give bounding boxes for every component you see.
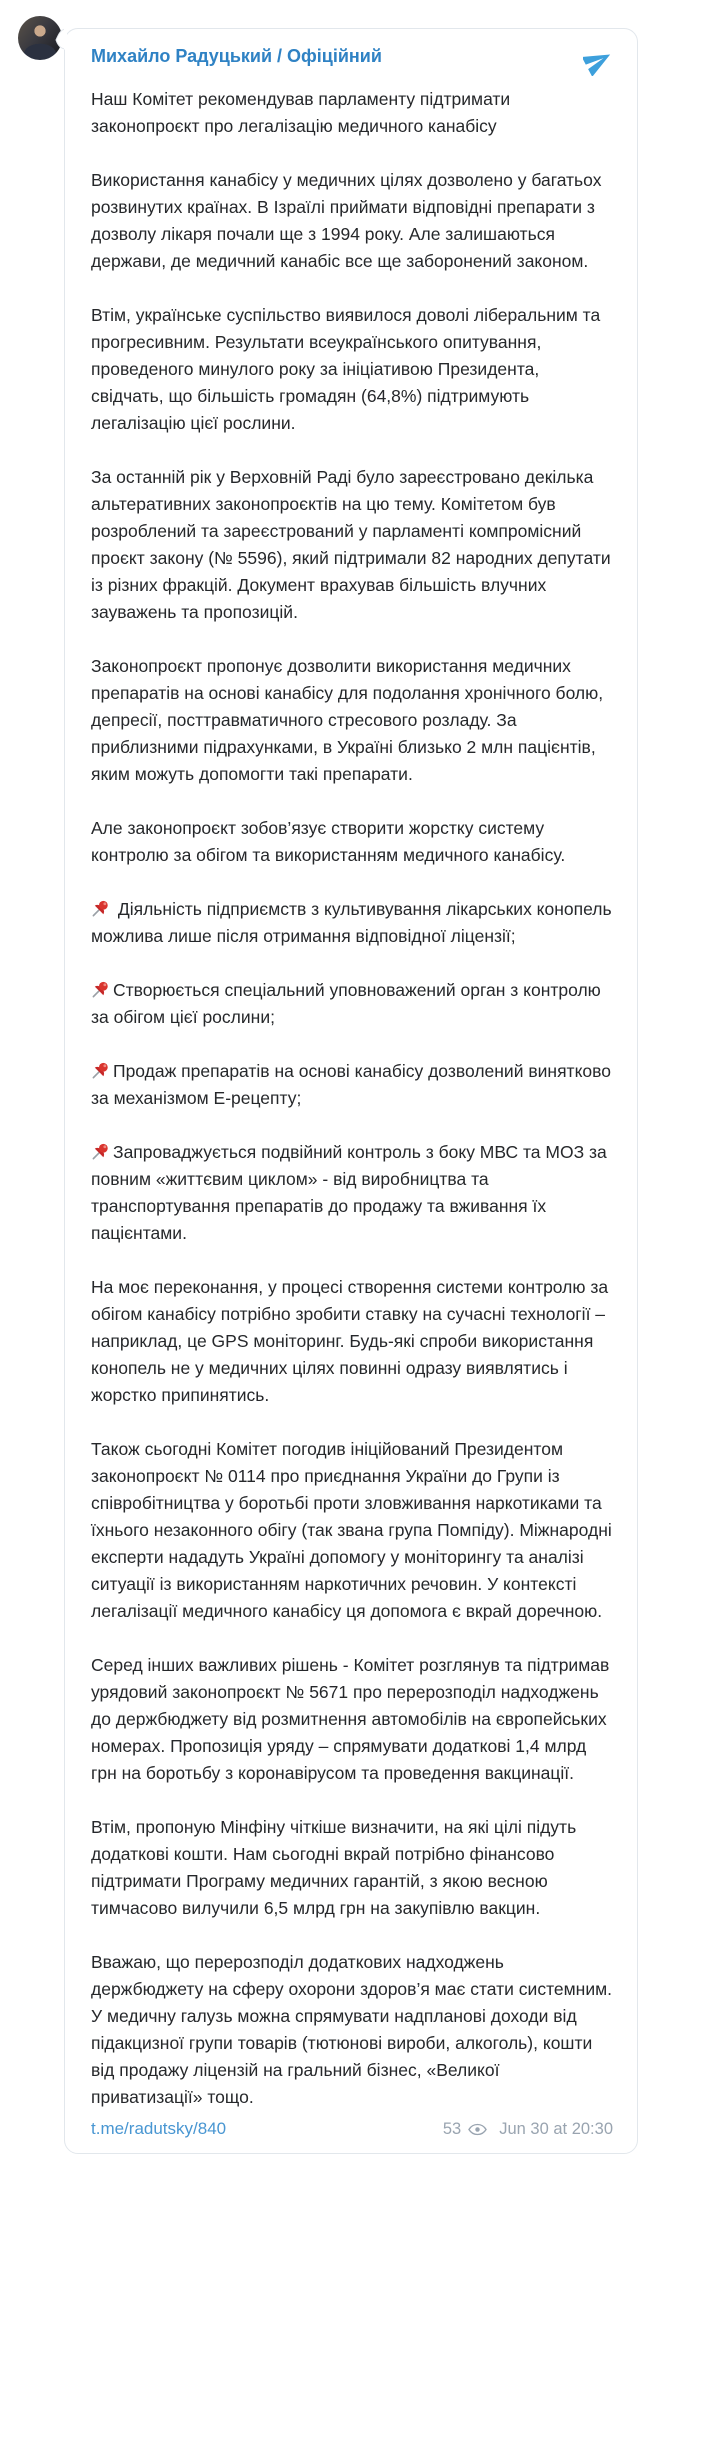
- pushpin-icon: [91, 1061, 110, 1080]
- message-paragraph: За останній рік у Верховній Раді було зареєстровано декілька альтеративних законопроєктів на цю тему. Комітетом був розроблений та зареєстрований у парламенті компромісний проєкт закону (№ 5596), який підтримали 82 народних депутати із різних фракцій. Документ врахував більшість влучних зауважень та пропозицій.: [91, 467, 611, 622]
- post-link[interactable]: t.me/radutsky/840: [91, 2119, 227, 2138]
- message-bubble: [64, 28, 638, 2154]
- message-paragraph: Створюється спеціальний уповноважений орган з контролю за обігом цієї рослини;: [91, 980, 601, 1027]
- message-paragraph: Втім, українське суспільство виявилося доволі ліберальним та прогресивним. Результати всеукраїнського опитування, проведеного минулого року за ініціативою Президента, свідчать, що більшість громадян (64,8%) підтримують легалізацію цієї рослини.: [91, 305, 601, 433]
- message-paragraph: Діяльність підприємств з культивування лікарських конопель можлива лише після отримання відповідної ліцензії;: [91, 899, 612, 946]
- pushpin-icon: [91, 980, 110, 999]
- telegram-plane-icon[interactable]: [583, 46, 613, 76]
- eye-icon: [468, 2123, 487, 2136]
- message-paragraph: Втім, пропоную Мінфіну чіткіше визначити, на які цілі підуть додаткові кошти. Нам сьогодні вкрай потрібно фінансово підтримати Програму медичних гарантій, з якою весною тимчасово вилучили 6,5 млрд грн на закупівлю вакцин.: [91, 1817, 577, 1918]
- message-paragraph: Також сьогодні Комітет погодив ініційований Президентом законопроєкт № 0114 про приєднання України до Групи із співробітництва у боротьбі проти зловживання наркотиками та їхнього незаконного обігу (так звана група Помпіду). Міжнародні експерти нададуть Україні допомогу у моніторингу та аналізі ситуації із використанням наркотичних речовин. У контексті легалізації медичного канабісу ця допомога є вкрай доречною.: [91, 1439, 612, 1621]
- bubble-tail: [55, 28, 67, 50]
- message-paragraph: Серед інших важливих рішень - Комітет розглянув та підтримав урядовий законопроєкт № 5671 про перерозподіл надходжень до держбюджету від розмитнення автомобілів на європейських номерах. Пропозиція уряду – спрямувати додаткові 1,4 млрд грн на боротьбу з коронавірусом та проведення вакцинації.: [91, 1655, 610, 1783]
- message-paragraph: Наш Комітет рекомендував парламенту підтримати законопроєкт про легалізацію медичного канабісу: [91, 89, 511, 136]
- views-count: 53: [442, 2119, 462, 2138]
- message-paragraph: На моє переконання, у процесі створення системи контролю за обігом канабісу потрібно зробити ставку на сучасні технології – наприклад, це GPS моніторинг. Будь-які спроби використання конопель не у медичних цілях повинні одразу виявлятись і жорстко припинятись.: [91, 1277, 609, 1405]
- pushpin-icon: [91, 1142, 110, 1161]
- message-paragraph: Використання канабісу у медичних цілях дозволено у багатьох розвинутих країнах. В Ізраїлі приймати відповідні препарати з дозволу лікаря почали ще з 1994 року. Але залишаються держави, де медичний канабіс все ще заборонений законом.: [91, 170, 602, 271]
- message-paragraph: Законопроєкт пропонує дозволити використання медичних препаратів на основі канабісу для подолання хронічного болю, депресії, посттравматичного стресового розладу. За приблизними підрахунками, в Україні близько 2 млн пацієнтів, яким можуть допомогти такі препарати.: [91, 656, 604, 784]
- message-body: [91, 86, 613, 2111]
- author-name[interactable]: Михайло Радуцький / Офіційний: [91, 46, 382, 66]
- pushpin-icon: [91, 899, 110, 918]
- message-footer: [91, 2119, 613, 2139]
- message-paragraph: Продаж препаратів на основі канабісу дозволений винятково за механізмом Е-рецепту;: [91, 1061, 611, 1108]
- post-date: Jun 30 at 20:30: [499, 2119, 613, 2138]
- message-paragraph: Запроваджується подвійний контроль з боку МВС та МОЗ за повним «життєвим циклом» - від виробництва та транспортування препаратів до продажу та вживання їх пацієнтами.: [91, 1142, 607, 1243]
- message-paragraph: Але законопроєкт зобов’язує створити жорстку систему контролю за обігом та використанням медичного канабісу.: [91, 818, 566, 865]
- message-paragraph: Вважаю, що перерозподіл додаткових надходжень держбюджету на сферу охорони здоров’я має стати системним. У медичну галузь можна спрямувати надпланові доходи від підакцизної групи товарів (тютюнові вироби, алкоголь), кошти від продажу ліцензій на гральний бізнес, «Великої приватизації» тощо.: [91, 1952, 613, 2107]
- message-meta: [443, 2120, 613, 2139]
- message-header: [91, 44, 613, 76]
